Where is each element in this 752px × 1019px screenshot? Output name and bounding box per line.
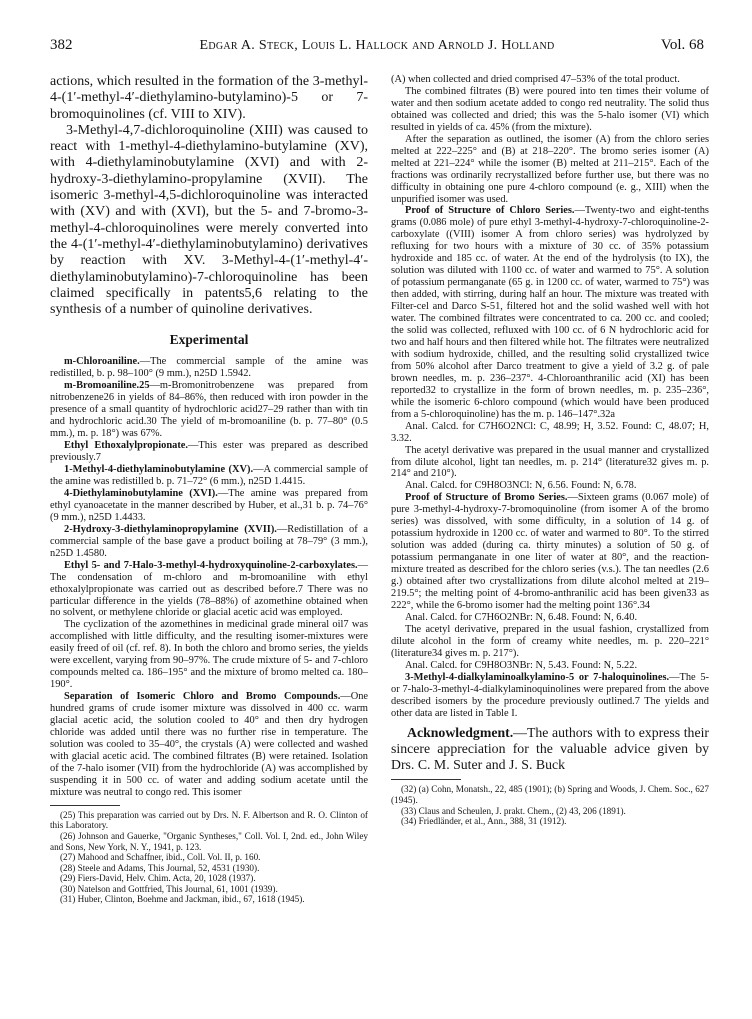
footnote: (30) Natelson and Gottfried, This Journal, 61, 1001 (1939).	[60, 883, 278, 894]
footnote: (27) Mahood and Schaffner, ibid., Coll. Vol. II, p. 160.	[60, 852, 261, 863]
experimental-paragraph: The acetyl derivative, prepared in the usual fashion, crystallized from dilute alcohol in the form of creamy white needles, m. p. 220–221° (literature34 gives m. p. 217°).	[391, 623, 709, 659]
analysis-line: Anal. Calcd. for C9H8O3NCl: N, 6.56. Found: N, 6.78.	[405, 480, 637, 492]
experimental-paragraph: (A) when collected and dried comprised 47–53% of the total product.	[391, 74, 680, 85]
footnote: (33) Claus and Scheulen, J. prakt. Chem., (2) 43, 206 (1891).	[401, 805, 626, 816]
paragraph-text: —The amine was prepared from ethyl cyanoacetate in the manner described by Huber, et al.,31 b. p. 74–76° (9 mm.), n25D 1.4433.	[50, 487, 368, 523]
analysis-line: Anal. Calcd. for C7H6O2NBr: N, 6.48. Found: N, 6.40.	[405, 611, 638, 623]
run-in-head: 3-Methyl-4-dialkylaminoalkylamino-5 or 7-haloquinolines.	[405, 671, 670, 683]
experimental-paragraph	[50, 560, 368, 620]
footnote-rule	[50, 805, 120, 806]
footnote: (28) Steele and Adams, This Journal, 52, 4531 (1930).	[60, 862, 260, 873]
analysis-line: Anal. Calcd. for C7H6O2NCl: C, 48.99; H, 3.52. Found: C, 48.07; H, 3.32.	[391, 420, 709, 444]
experimental-paragraph	[50, 524, 368, 560]
paragraph-text: —The condensation of m-chloro and m-bromoaniline with ethyl ethoxalylpropionate was carried out as described before.7 There was no particular difference in the yields (78–88%) of azomethine obtained when no solvent, or methylene chloride or glacial acetic acid was employed.	[50, 559, 368, 619]
run-in-head: Separation of Isomeric Chloro and Bromo Compounds.	[64, 691, 341, 703]
experimental-paragraph	[50, 691, 368, 799]
footnote: (34) Friedländer, et al., Ann., 388, 31 (1912).	[401, 816, 567, 827]
paragraph-text: —A commercial sample of the amine was redistilled b. p. 71–72° (6 mm.), n25D 1.4415.	[50, 464, 368, 487]
footnote: (32) (a) Cohn, Monatsh., 22, 485 (1901); (b) Spring and Woods, J. Chem. Soc., 627 (1945).	[391, 784, 709, 806]
experimental-paragraph	[391, 672, 709, 720]
footnote: (26) Johnson and Gauerke, "Organic Syntheses," Coll. Vol. I, 2nd. ed., John Wiley and Sons, New York, N. Y., 1941, p. 123.	[50, 830, 368, 852]
experimental-paragraph: The acetyl derivative was prepared in the usual manner and crystallized from dilute alcohol, light tan needles, m. p. 214° (literature32 gives m. p. 214° and 210°).	[391, 444, 709, 480]
page-number: 382	[50, 37, 73, 53]
run-in-head: Ethyl 5- and 7-Halo-3-methyl-4-hydroxyquinoline-2-carboxylates.	[64, 559, 358, 571]
paragraph-text: —Sixteen grams (0.067 mole) of pure 3-methyl-4-hydroxy-7-bromoquinoline (from isomer A of the bromo series) was dissolved, with some difficulty, in a solution of 14 g. of potassium hydroxide in 1200 cc. of water and warmed to 80°. To the stirred solution was added (during ca. thirty minutes) a solution of 50 g. of potassium permanganate in one liter of water at 80°, and the reaction-mixture treated as described for the chloro series (v.s.). The tan needles (2.6 g.) obtained after two crystallizations from dilute alcohol melted at 219–219.5°; the melting point of 4-bromo-anthranilic acid has been given33 as 222°, while the 6-bromo isomer had the melting point 136°.34	[391, 492, 710, 611]
footnote: (29) Fiers-David, Helv. Chim. Acta, 20, 1028 (1937).	[60, 873, 256, 884]
run-in-head: 1-Methyl-4-diethylaminobutylamine (XV).	[64, 464, 254, 476]
experimental-paragraph	[391, 205, 709, 420]
paragraph: actions, which resulted in the formation of the 3-methyl-4-(1′-methyl-4′-diethylamino-butylamino)-5 or 7-bromoquinolines (cf. VIII to XIV).	[50, 74, 368, 122]
acknowledgment-head: Acknowledgment.	[407, 725, 514, 741]
run-in-head: m-Bromoaniline.25	[64, 380, 150, 392]
experimental-paragraph: After the separation as outlined, the isomer (A) from the chloro series melted at 222–225° and (B) at 218–220°. The bromo series isomer (A) melted at 221–224° while the isomer (B) melted at 211–215°. Each of the fractions was ordinarily recrystallized before further use, but there was no difficulty in obtaining one pure 4-chloro compound (e. g., XIII) when the unpurified isomer was used.	[391, 133, 709, 205]
run-in-head: Proof of Structure of Chloro Series.	[405, 205, 575, 217]
running-authors: Edgar A. Steck, Louis L. Hallock and Arnold J. Holland	[199, 38, 555, 53]
acknowledgment-text: —The authors with to express their sincere appreciation for the valuable advice given by Drs. C. M. Suter and J. S. Buck	[391, 725, 709, 773]
run-in-head: Ethyl Ethoxalylpropionate.	[64, 440, 188, 452]
analysis-line: Anal. Calcd. for C9H8O3NBr: N, 5.43. Found: N, 5.22.	[405, 659, 638, 671]
footnotes	[391, 784, 709, 826]
paragraph-text: —Twenty-two and eight-tenths grams (0.086 mole) of pure ethyl 3-methyl-4-hydroxy-7-chloroquinoline-2-carboxylate ((VIII) isomer A from chloro series) was hydrolyzed by refluxing for two hours with a mixture of 30 cc. of 35% potassium hydroxide and 185 cc. of water. At the end of the hydrolysis (to IX), the solution was diluted with 1100 cc. of water and warmed to 75°. A solution of potassium permanganate (65 g. in 1200 cc. of water, warmed to 75°) was then added, with stirring, during half an hour. The mixture was treated with Filter-cel and Darco S-51, filtered hot and the solid washed well with hot water. The combined filtrates were concentrated to ca. 200 cc. and cooled; the solid was collected, refluxed with 100 cc. of 6 N hydrochloric acid for two and half hours and then filtered while hot. The filtrates were neutralized with sodium hydroxide, chilled, and the resulting solid crystallized twice from 50% alcohol after Darco treatment to give a yield of 3.2 g. of pale brown needles, m. p. 236–237°. 4-Chloroanthranilic acid (XI) has been reported32 to crystallize in the form of brown needles, m. p. 235–236°, while the isomeric 6-chloro compound (which would have been produced from a 5-chloroquinoline) has the m. p. 146–147°.32a	[391, 205, 709, 420]
footnote: (31) Huber, Clinton, Boehme and Jackman, ibid., 67, 1618 (1945).	[60, 894, 305, 905]
run-in-head: 2-Hydroxy-3-diethylaminopropylamine (XVII).	[64, 523, 277, 535]
experimental-paragraph	[50, 488, 368, 524]
right-column	[391, 74, 709, 827]
experimental-paragraph: The cyclization of the azomethines in medicinal grade mineral oil7 was accomplished with little difficulty, and the resulting isomer-mixtures were easily freed of oil (cf. ref. 8). In both the chloro and bromo series, the yields were excellent, varying from 90–97%. The crude mixture of 5- and 7-chloro compounds melted ca. 186–195° and the mixture of bromo melted ca. 180–190°.	[50, 619, 368, 691]
footnotes	[50, 810, 368, 905]
experimental-paragraph	[50, 464, 368, 488]
paragraph-text: —The 5- or 7-halo-3-methyl-4-dialkylaminoquinolines were prepared from the above described isomers by the procedure previously outlined.7 The yields and other data are listed in Table I.	[391, 671, 709, 719]
volume-label: Vol. 68	[660, 37, 704, 53]
run-in-head: m-Chloroaniline.	[64, 356, 140, 368]
run-in-head: Proof of Structure of Bromo Series.	[405, 492, 568, 504]
experimental-paragraph	[391, 492, 709, 612]
experimental-paragraph	[50, 440, 368, 464]
paragraph: 3-Methyl-4,7-dichloroquinoline (XIII) was caused to react with 1-methyl-4-diethylamino-butylamine (XV), with 4-diethylaminobutylamine (XVI) and with 2-hydroxy-3-diethylamino-propylamine (XVII). The isomeric 3-methyl-4,5-dichloroquinoline was interacted with (XV) and with (XVI), but the 5- and 7-bromo-3-methyl-4-chloroquinolines were merely converted into the 4-(1′-methyl-4′-diethylaminobutylamino) derivatives by reaction with XV. 3-Methyl-4-(1′-methyl-4′-diethylaminobutylamino)-7-chloroquinoline has been claimed specifically in patents5,6 relating to the synthesis of a number of quinoline derivatives.	[50, 122, 368, 318]
paragraph-text: —m-Bromonitrobenzene was prepared from nitrobenzene26 in yields of 84–86%, then reduced with iron powder in the presence of a small quantity of hydrochloric acid27–29 rather than with tin and hydrochloric acid.30 The yield of m-bromoaniline (b. p. 77–80° (0.5 mm.), m. p. 18°) was 67%.	[50, 380, 368, 440]
running-header	[50, 37, 704, 61]
section-heading: Experimental	[169, 332, 249, 348]
experimental-paragraph	[50, 380, 368, 440]
paragraph-text: —Redistillation of a commercial sample of the base gave a product boiling at 78–79° (3 mm.), n25D 1.4580.	[50, 523, 368, 559]
paragraph-text: —The commercial sample of the amine was redistilled, b. p. 98–100° (9 mm.), n25D 1.5942.	[50, 356, 368, 380]
footnote: (25) This preparation was carried out by Drs. N. F. Albertson and R. O. Clinton of this Laboratory.	[50, 809, 368, 831]
experimental-paragraph	[50, 356, 368, 380]
run-in-head: 4-Diethylaminobutylamine (XVI).	[64, 487, 218, 499]
acknowledgment	[391, 725, 709, 773]
paragraph-text: —This ester was prepared as described previously.7	[50, 440, 368, 464]
experimental-paragraph: The combined filtrates (B) were poured into ten times their volume of water and then sodium acetate added to congo red neutrality. The solid thus obtained was collected and dried; this was the 5-halo isomer (VI) which resulted in yields of ca. 45% (from the mixture).	[391, 85, 709, 133]
left-column	[50, 74, 368, 905]
paragraph-text: —One hundred grams of crude isomer mixture was dissolved in 400 cc. warm glacial acetic acid, the solution cooled to 40° and then dry hydrogen chloride was added until there was no further rise in temperature. The solution was cooled to 35–40°, the crystals (A) were collected and washed with glacial acetic acid. The combined filtrates (B) were retained. Isolation of the 7-halo isomer (VII) from the hydrochloride (A) was accomplished by suspending it in 500 cc. of water and adding sodium acetate until the mixture was neutral to congo red. This isomer	[50, 691, 368, 798]
footnote-rule	[391, 779, 461, 780]
